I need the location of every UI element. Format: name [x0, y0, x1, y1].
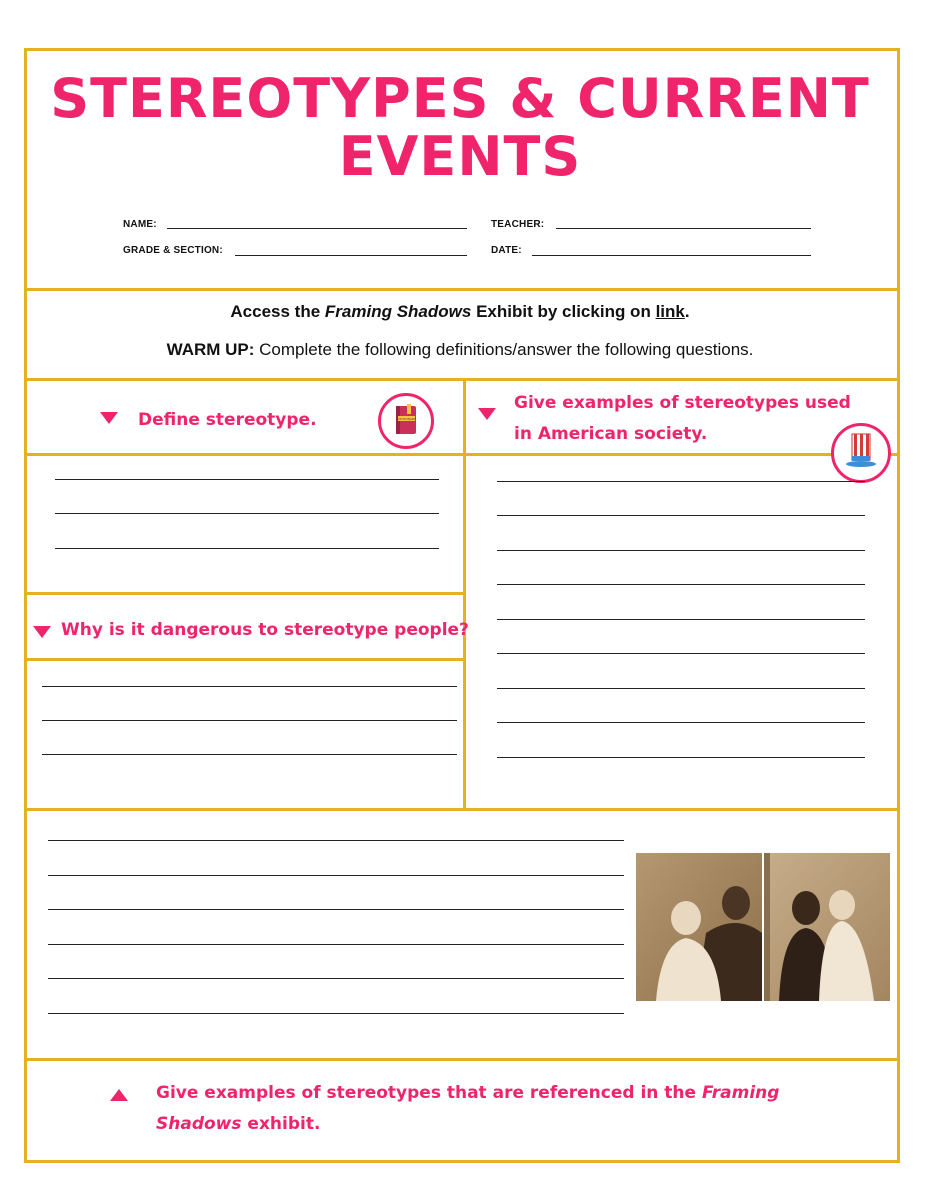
define-prompt: Define stereotype.	[138, 410, 317, 430]
examples-answer-line[interactable]	[497, 550, 865, 551]
warm-up-label: WARM UP:	[166, 340, 255, 359]
divider-bottom	[24, 1058, 900, 1061]
examples-prompt-line-1: Give examples of stereotypes used	[514, 393, 851, 413]
define-answer-line[interactable]	[55, 479, 439, 480]
date-field-line[interactable]	[532, 255, 811, 256]
triangle-down-icon	[33, 626, 51, 638]
uncle-sam-hat-icon	[834, 426, 888, 480]
dictionary-book-icon	[381, 396, 431, 446]
exhibit-answer-line[interactable]	[48, 840, 624, 841]
triangle-up-icon	[110, 1089, 128, 1101]
exhibit-answer-line[interactable]	[48, 944, 624, 945]
dangerous-answer-line[interactable]	[42, 754, 457, 755]
examples-answer-line[interactable]	[497, 653, 865, 654]
examples-answer-line[interactable]	[497, 757, 865, 758]
uncle-sam-badge	[831, 423, 891, 483]
divider-header	[24, 288, 900, 291]
examples-prompt-line-2: in American society.	[514, 424, 708, 444]
access-exhibit-name: Framing Shadows	[324, 302, 472, 321]
access-suffix: .	[684, 302, 690, 321]
define-answer-line[interactable]	[55, 548, 439, 549]
examples-answer-line[interactable]	[497, 619, 865, 620]
teacher-label: TEACHER:	[491, 219, 545, 230]
examples-answer-line[interactable]	[497, 722, 865, 723]
warm-up-instruction	[30, 340, 890, 360]
divider-define-box	[24, 592, 466, 595]
grade-section-label: GRADE & SECTION:	[123, 245, 223, 256]
dangerous-answer-line[interactable]	[42, 686, 457, 687]
exhibit-prompt-em-1: Framing	[702, 1083, 780, 1103]
grade-section-field-line[interactable]	[235, 255, 467, 256]
name-label: NAME:	[123, 219, 157, 230]
divider-columns	[463, 380, 466, 810]
divider-intro	[24, 378, 900, 381]
page-title	[30, 67, 890, 188]
access-middle: Exhibit by clicking on	[476, 302, 651, 321]
exhibit-answer-line[interactable]	[48, 875, 624, 876]
historical-photo-1	[636, 853, 762, 1001]
warm-up-text: Complete the following definitions/answer the following questions.	[259, 340, 754, 359]
name-field-line[interactable]	[167, 228, 467, 229]
examples-answer-line[interactable]	[497, 515, 865, 516]
exhibit-answer-line[interactable]	[48, 909, 624, 910]
title-line-2: EVENTS	[338, 125, 582, 188]
divider-prompts-top	[24, 453, 900, 456]
exhibit-link[interactable]: link	[655, 302, 685, 321]
triangle-down-icon	[478, 408, 496, 420]
title-line-1: STEREOTYPES & CURRENT	[50, 67, 870, 130]
define-answer-line[interactable]	[55, 513, 439, 514]
exhibit-prompt-line-2	[156, 1109, 779, 1140]
examples-prompt	[514, 388, 851, 450]
exhibit-prompt-line-1	[156, 1078, 779, 1109]
examples-answer-line[interactable]	[497, 584, 865, 585]
exhibit-prompt-text-1: Give examples of stereotypes that are referenced in the	[156, 1083, 697, 1103]
exhibit-prompt	[156, 1078, 779, 1140]
teacher-field-line[interactable]	[556, 228, 811, 229]
divider-dangerous-prompt	[24, 658, 466, 661]
dictionary-badge	[378, 393, 434, 449]
exhibit-prompt-text-2: exhibit.	[247, 1114, 321, 1134]
date-label: DATE:	[491, 245, 522, 256]
exhibit-prompt-em-2: Shadows	[156, 1114, 242, 1134]
historical-photo-2	[764, 853, 890, 1001]
divider-middle	[24, 808, 900, 811]
examples-answer-line[interactable]	[497, 481, 865, 482]
exhibit-answer-line[interactable]	[48, 1013, 624, 1014]
dangerous-prompt: Why is it dangerous to stereotype people?	[61, 620, 469, 640]
dangerous-answer-line[interactable]	[42, 720, 457, 721]
access-prefix: Access the	[230, 302, 321, 321]
dictionary-book-label: DICTIONARY	[397, 417, 416, 421]
access-instruction	[30, 302, 890, 322]
examples-answer-line[interactable]	[497, 688, 865, 689]
exhibit-answer-line[interactable]	[48, 978, 624, 979]
triangle-down-icon	[100, 412, 118, 424]
